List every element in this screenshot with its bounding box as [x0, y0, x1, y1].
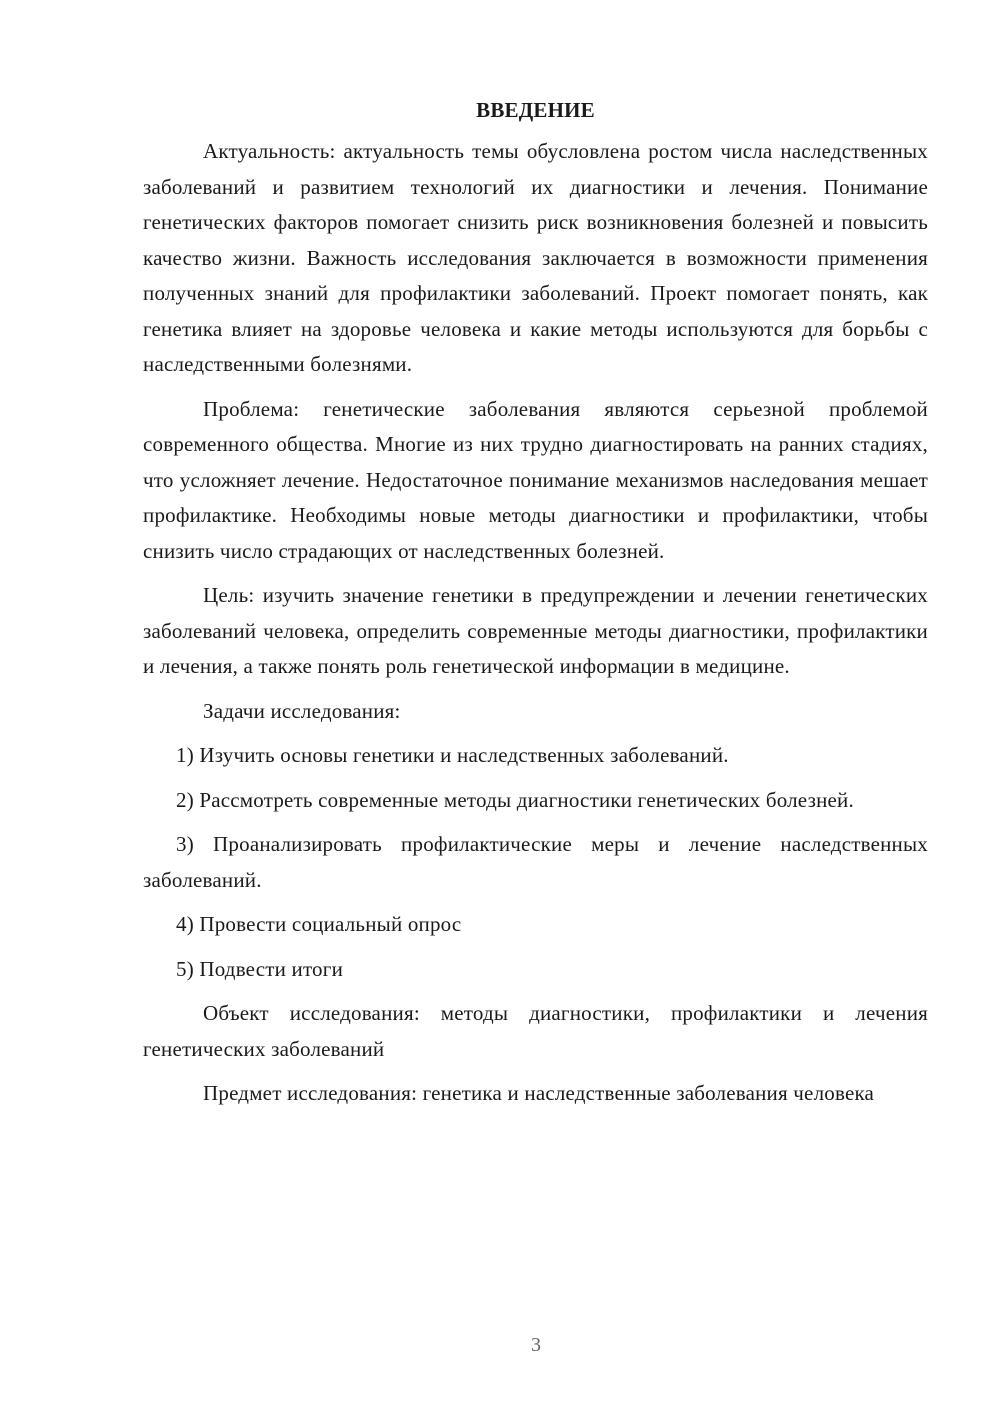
document-page	[143, 92, 928, 1121]
tasks-heading: Задачи исследования:	[203, 698, 401, 723]
page-number: 3	[531, 1334, 541, 1356]
goal-paragraph: Цель: изучить значение генетики в предупреждении и лечении генетических заболеваний человека, определить современные методы диагностики, профилактики и лечения, а также понять роль генетической информации в медицине.	[143, 583, 928, 678]
task-item-3: 3) Проанализировать профилактические меры и лечение наследственных заболеваний.	[143, 832, 928, 892]
task-item-4: 4) Провести социальный опрос	[176, 912, 462, 936]
problem-paragraph: Проблема: генетические заболевания являются серьезной проблемой современного общества. Многие из них трудно диагностировать на ранних стадиях, что усложняет лечение. Недостаточное понимание механизмов наследования мешает профилактике. Необходимы новые методы диагностики и профилактики, чтобы снизить число страдающих от наследственных болезней.	[143, 396, 928, 563]
research-subject-paragraph: Предмет исследования: генетика и наследственные заболевания человека	[203, 1081, 875, 1105]
research-object-paragraph: Объект исследования: методы диагностики, профилактики и лечения генетических заболеваний	[143, 1001, 928, 1061]
task-item-2: 2) Рассмотреть современные методы диагностики генетических болезней.	[176, 787, 854, 812]
relevance-paragraph: Актуальность: актуальность темы обусловлена ростом числа наследственных заболеваний и развитием технологий их диагностики и лечения. Понимание генетических факторов помогает снизить риск возникновения болезней и повысить качество жизни. Важность исследования заключается в возможности применения полученных знаний для профилактики заболеваний. Проект помогает понять, как генетика влияет на здоровье человека и какие методы используются для борьбы с наследственными болезнями.	[143, 139, 928, 376]
task-item-1: 1) Изучить основы генетики и наследственных заболеваний.	[176, 743, 729, 767]
task-item-5: 5) Подвести итоги	[176, 956, 344, 981]
section-heading: ВВЕДЕНИЕ	[476, 98, 595, 122]
